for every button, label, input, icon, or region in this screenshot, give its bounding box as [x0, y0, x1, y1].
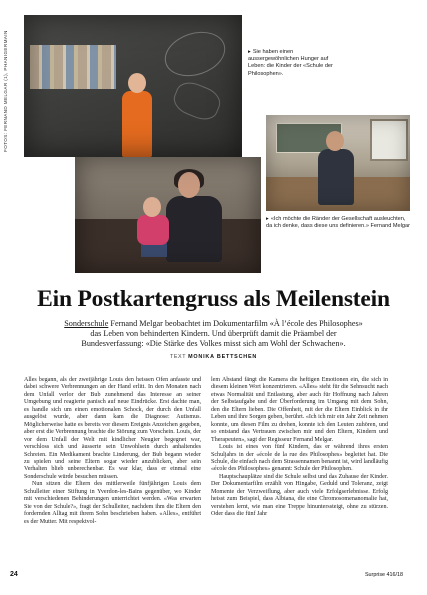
caption-top-right — [248, 49, 338, 78]
caption-arrow-icon: ▸ — [266, 216, 269, 222]
issue-label: Surprise 416/18 — [364, 572, 403, 578]
photo-boy-chalkboard — [24, 15, 242, 157]
article-column-1 — [24, 377, 201, 526]
paragraph: Alles begann, als der zweijährige Louis den heissen Ofen anfasste und dabei schwere Verbrennungen an der Hand erlitt. In den Monaten nach dem Unfall verlor der Bub zunehmend das Interesse an seiner Umgebung und reagierte panisch auf neue Eindrücke. Erst dachte man, es handle sich um einen emotionalen Schock, der durch den Unfall ausgelöst wurde, aber dann kam die Diagnose: Autismus. Möglicherweise hatte es bereits vor diesem Ereignis Anzeichen gegeben, aber erst die Verbrennung brachte die Störung zum Vorschein. Louis, der vor dem Unfall der Welt mit kindlicher Neugier begegnet war, verschloss sich und äusserte sein Unwohlsein durch anhaltendes Schreien. Ein Medikament brachte Linderung, der Bub begann wieder zu spielen und seine Eltern sogar wieder anzublicken, aber sein Verhalten blieb unberechenbar. Es war klar, dass er einmal eine Sonderschule würde besuchen müssen. — [24, 377, 201, 480]
paragraph: Louis ist eines von fünf Kindern, das er während ihres ersten Schuljahrs in der «école de la rue des Philosophes» begleitet hat. Die Schule, die einfach nach dem Strassennamen benannt ist, wird landläufig «école des Philosophes» genannt: Schule der Philosophen. — [211, 444, 388, 473]
article-column-2 — [211, 377, 388, 519]
caption-middle-right — [266, 216, 411, 230]
page-number: 24 — [10, 571, 18, 578]
paragraph: Nun sitzen die Eltern des mittlerweile fünfjährigen Louis dem Schulleiter einer Stiftung in Yverdon-les-Bains gegenüber, wo Kinder mit verschiedenen Behinderungen unterrichtet werden. «Was erwarten Sie von der Schule?», fragt der Schulleiter, nachdem ihm die Eltern den fordernden Alltag mit ihrem Sohn beschrieben haben. «Alles», entführt es der Mutter. Mit respektvol- — [24, 481, 201, 525]
lead-kicker: Sonderschule — [64, 319, 109, 328]
caption-arrow-icon: ▸ — [248, 49, 251, 55]
photo-director-classroom — [266, 115, 410, 211]
byline-author: MONIKA BETTSCHEN — [188, 354, 258, 360]
caption-top-right-text: Sie haben einen aussergewöhnlichen Hunger auf Leben: die Kinder der «Schule der Philosophen». — [248, 49, 333, 77]
byline — [0, 354, 427, 360]
article-headline: Ein Postkartengruss als Meilenstein — [37, 286, 390, 312]
photo-teacher-child-sofa — [75, 157, 261, 273]
caption-middle-right-text: «Ich möchte die Ränder der Gesellschaft ausleuchten, da ich denke, dass diese uns definieren.» Fernand Melgar — [266, 216, 410, 230]
paragraph: lem Abstand fängt die Kamera die heftigen Emotionen ein, die sich in diesem kleinen Wort konzentrieren. «Alles» steht für die Sehnsucht nach etwas Normalität und Entlastung, aber auch für Hoffnung nach Jahren der Selbstaufgabe und der Überforderung im Umgang mit dem Sohn, den die Eltern lieben. Die Offenheit, mit der die Eltern Einblick in ihr Leben und ihre Sorgen geben, berührt. «Ich ich mir ein Jahr Zeit nehmen konnte, um diesen Film zu drehen, konnte ich den Leuten zuhören, und so entstand das Vertrauen zwischen mir und den Eltern, Kindern und Therapeuten», sagt der Regisseur Fernand Melgar. — [211, 377, 388, 443]
byline-label: TEXT — [169, 354, 187, 360]
photo-credit: FOTOS: FERNAND MELGAR (1), PHANIGERMAIN — [3, 30, 8, 152]
lead-text: Fernand Melgar beobachtet im Dokumentarfilm «À l’école des Philosophes» das Leben von behinderten Kindern. Und überprüft damit die Präambel der Bundesverfassung: «Die Stärke des Volkes misst sich am Wohl der Schwachen». — [81, 319, 363, 349]
article-lead — [60, 319, 367, 350]
paragraph: Hauptschauplätze sind die Schule selbst und das Zuhause der Kinder. Der Dokumentarfilm erzählt von Hingabe, Geduld und Toleranz, zeigt Momente der Verzweiflung, aber auch viele Erfolgserlebnisse. Erfolg heisst zum Beispiel, dass Albiana, die eine Chromosomenanomalie hat, verstehen lernt, wie man eine Treppe hinunterssteigt, ohne zu stürzen. Oder dass die fünf Jahr — [211, 473, 388, 518]
